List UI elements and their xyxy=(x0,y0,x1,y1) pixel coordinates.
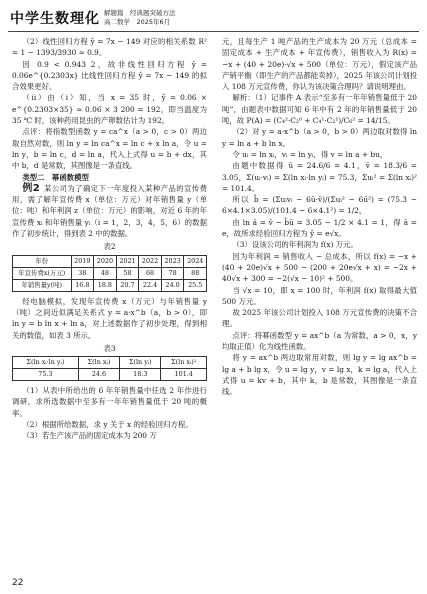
page-number: 22 xyxy=(12,578,24,588)
table-row xyxy=(13,279,207,291)
remark-paragraph: 点评：将幂函数型 y = ax^b（a 为常数，a > 0，x，y 均取正值）化为线性函数。 xyxy=(222,330,417,352)
paragraph: 将 y = ax^b 两边取常用对数，则 lg y = lg ax^b = lg a + b lg x，令 u = lg y，v = lg x，k = lg a，代入上式得 u = kv + b，其中 k，b 是常数，其图像是一条直线。 xyxy=(222,353,417,397)
remark-paragraph: 点评：将指数型函数 y = ca^x（a > 0，c > 0）两边取自然对数，则 ln y = ln ca^x = ln c + x ln a，令 u = ln y，b = ln c，d = ln a，代入上式得 u = b + dx，其中 b，d 是常数，其图像是一条直线。 xyxy=(12,127,207,171)
table-cell: 18.3 xyxy=(120,369,161,381)
paragraph: 故 2025 年该公司计划投入 108 万元宣传费的决策不合理。 xyxy=(222,308,417,329)
left-column xyxy=(12,36,207,442)
table-row xyxy=(13,267,207,279)
table-cell: 75.3 xyxy=(13,369,79,381)
table-cell: 年份 xyxy=(13,255,72,267)
table-cell: 78 xyxy=(161,267,184,279)
paragraph: 由 ln â = v̄ − b̂ū = 3.05 − 1/2 × 4.1 = 1，得 â = e，故所求经验回归方程为 ŷ = e√x。 xyxy=(222,217,417,239)
table-cell: 18.8 xyxy=(94,279,117,291)
table-caption: 表3 xyxy=(103,343,116,353)
right-column xyxy=(222,36,417,398)
question-2: （2）根据所给数据，求 y 关于 x 的经验回归方程。 xyxy=(22,420,193,430)
table-cell: Σ(ln xᵢ) xyxy=(78,357,119,369)
table-cell: 24.6 xyxy=(78,369,119,381)
data-table-2 xyxy=(12,255,207,292)
table-cell: Σ(ln xᵢ)² xyxy=(161,357,207,369)
question-3: （3）若生产该产品的固定成本为 200 万 xyxy=(22,431,157,441)
table-cell: 48 xyxy=(94,267,117,279)
table-cell: 2022 xyxy=(139,255,162,267)
table-cell: 20.7 xyxy=(116,279,139,291)
table-row xyxy=(13,357,207,369)
example-number: 例2 xyxy=(22,182,40,194)
paragraph: （2）对 y = a·x^b（a > 0，b > 0）两边取对数得 ln y = ln a + b ln x。 xyxy=(222,127,417,148)
paragraph: （2）线性回归方程 ŷ = 7x − 149 对应的相关系数 R² = 1 − 1393/3930 ≈ 0.9。 xyxy=(12,37,207,58)
data-table-3 xyxy=(12,356,207,381)
paragraph: 令 uᵢ = ln xᵢ，vᵢ = ln yᵢ，得 v = ln a + bu， xyxy=(232,149,388,159)
paragraph: 所以 b̂ = (Σuᵢvᵢ − 6ū·v̄)/(Σuᵢ² − 6ū²) = (75.3 − 6×4.1×3.05)/(101.4 − 6×4.1²) = 1/2， xyxy=(222,195,417,216)
paragraph: （ii）由（i）知，当 x = 35 时，ŷ = 0.06 × e^{0.2303×35} ≈ 0.06 × 3 200 = 192，即当温度为 35 ℃ 时，该种药用昆虫的产卵数估计为 192。 xyxy=(12,93,207,126)
table-caption: 表2 xyxy=(103,242,116,252)
table-cell: 2023 xyxy=(161,255,184,267)
paragraph: （3）设该公司的年利润为 f(x) 万元。 xyxy=(232,240,358,250)
paragraph: 经电脑模拟，发现年宣传费 x（万元）与年销售量 y（吨）之间近似满足关系式 y = a·x^b（a，b > 0），即 ln y = b ln x + ln a，对上述数据作了初步处理，得到相关的数值，如表 3 所示。 xyxy=(12,296,207,340)
example-paragraph xyxy=(12,183,207,239)
table-cell: 2024 xyxy=(184,255,207,267)
paragraph: 当 √x = 10，即 x = 100 时，年利润 f(x) 取得最大值 500 万元。 xyxy=(222,285,417,306)
solution-paragraph: 解析：（1）记事件 A 表示“至多有一年年销售量低于 20 吨”，由题表中数据可知 6 年中有 2 年的年销售量低于 20 吨，故 P(A) = (C₄²·C₂⁰ + C₄¹·C₂¹)/C₆² = 14/15。 xyxy=(222,93,417,126)
table-cell: Σ(ln yᵢ) xyxy=(120,357,161,369)
table-cell: 年销售量y(吨) xyxy=(13,279,72,291)
journal-logo: 中学生数理化 xyxy=(10,11,100,27)
table-row xyxy=(13,255,207,267)
issue-label: 高二数学 2025年6月 xyxy=(104,18,171,26)
header-meta xyxy=(104,9,176,27)
table-cell: 22.4 xyxy=(139,279,162,291)
paragraph: 因 0.9 < 0.943 2，故非线性回归方程 ŷ = 0.06e^{0.2303x} 比线性回归方程 ŷ = 7x − 149 的拟合效果更好。 xyxy=(12,59,207,92)
example-text: 某公司为了确定下一年度投入某种产品的宣传费用，需了解年宣传费 x（单位：万元）对年销售量 y（单位：吨）和年利润 z（单位：万元）的影响，对近 6 年的年宣传费 xᵢ 和年销售量 yᵢ（i = 1，2，3，4，5，6）的数据作了初步统计，得到表 2 中的数据。 xyxy=(12,183,207,239)
table-row xyxy=(13,369,207,381)
table-cell: 58 xyxy=(116,267,139,279)
table-cell: 16.8 xyxy=(71,279,94,291)
table-cell: 25.5 xyxy=(184,279,207,291)
table-cell: 2020 xyxy=(94,255,117,267)
table-cell: 2021 xyxy=(116,255,139,267)
table-cell: Σ(ln xᵢ·ln yᵢ) xyxy=(13,357,79,369)
table-cell: 24.0 xyxy=(161,279,184,291)
table-cell: 年宣传费x(万元) xyxy=(13,267,72,279)
table-cell: 38 xyxy=(71,267,94,279)
paragraph: 因为年利润 = 销售收入 − 总成本，所以 f(x) = −x + (40 + 20e)√x + 500 − (200 + 20e√x + x) = −2x + 40√x + 300 = −2(√x − 10)² + 500。 xyxy=(222,251,417,284)
paragraph: 由题中数据得 ū = 24.6/6 = 4.1，v̄ = 18.3/6 = 3.05，Σ(uᵢ·vᵢ) = Σ(ln xᵢ·ln yᵢ) = 75.3，Σuᵢ² = Σ(ln xᵢ)² = 101.4。 xyxy=(222,161,417,193)
table-cell: 88 xyxy=(184,267,207,279)
page-header xyxy=(8,6,419,30)
table-cell: 2019 xyxy=(71,255,94,267)
section-heading: 类型二 幂函数模型 xyxy=(22,172,89,182)
column-title: 解题篇 经典题突破方法 xyxy=(104,9,176,17)
paragraph: 元，且每生产 1 吨产品的生产成本为 20 万元（总成本 = 固定成本 + 生产成本 + 年宣传费），销售收入为 R(x) = −x + (40 + 20e)·√x + 500（单位：万元），假定该产品产销平衡（即生产的产品都能卖掉），2025 年该公司计划投入 108 万元宣传费，你认为该决策合理吗？请说明理由。 xyxy=(222,37,417,92)
table-cell: 68 xyxy=(139,267,162,279)
table-cell: 101.4 xyxy=(161,369,207,381)
question-1: （1）从表中所给出的 6 年年销售量中任选 2 年作进行调研，求所选数据中至多有一年年销售量低于 20 吨的概率。 xyxy=(12,386,207,418)
header-rule xyxy=(8,31,419,32)
